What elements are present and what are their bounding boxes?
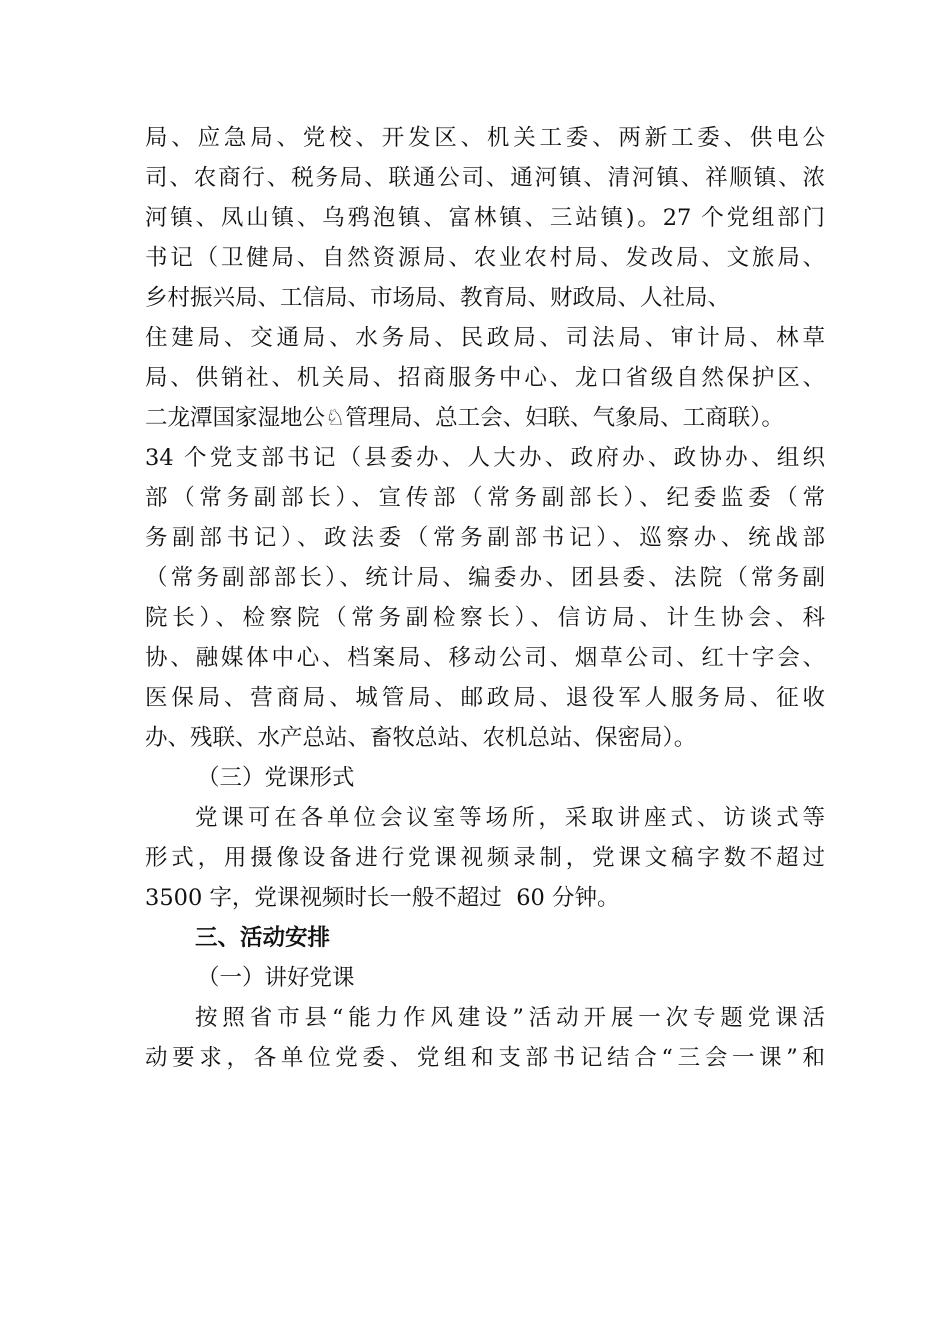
paragraph-line: 河镇、凤山镇、乌鸦泡镇、富林镇、三站镇)。27 个党组部门 <box>145 205 825 231</box>
paragraph-line: 司、农商行、税务局、联通公司、通河镇、清河镇、祥顺镇、浓 <box>145 165 825 191</box>
paragraph-line: 局、应急局、党校、开发区、机关工委、两新工委、供电公 <box>145 125 825 151</box>
section-subheading: （三）党课形式 <box>197 765 355 791</box>
paragraph-line: 院长）、检察院（常务副检察长）、信访局、计生协会、科 <box>145 605 825 631</box>
paragraph-line: 3500 字，党课视频时长一般不超过 60 分钟。 <box>145 885 620 911</box>
section-heading: 三、活动安排 <box>195 925 331 951</box>
paragraph-line: 34 个党支部书记（县委办、人大办、政府办、政协办、组织 <box>145 445 825 471</box>
paragraph-line: 书记（卫健局、自然资源局、农业农村局、发改局、文旅局、 <box>145 245 825 271</box>
section-subheading: （一）讲好党课 <box>197 965 355 991</box>
paragraph-line: 按照省市县“能力作风建设”活动开展一次专题党课活 <box>195 1005 825 1031</box>
paragraph-line: 协、融媒体中心、档案局、移动公司、烟草公司、红十字会、 <box>145 645 825 671</box>
paragraph-line: 形式，用摄像设备进行党课视频录制，党课文稿字数不超过 <box>145 845 825 871</box>
paragraph-line: 办、残联、水产总站、畜牧总站、农机总站、保密局）。 <box>145 725 697 751</box>
paragraph-line: 党课可在各单位会议室等场所，采取讲座式、访谈式等 <box>195 805 825 831</box>
paragraph-line: 医保局、营商局、城管局、邮政局、退役军人服务局、征收 <box>145 685 825 711</box>
paragraph-line: 二龙潭国家湿地公♘管理局、总工会、妇联、气象局、工商联）。 <box>145 405 784 431</box>
paragraph-line: 务副部书记）、政法委（常务副部书记）、巡察办、统战部 <box>145 525 825 551</box>
paragraph-line: 局、供销社、机关局、招商服务中心、龙口省级自然保护区、 <box>145 365 825 391</box>
paragraph-line: 乡村振兴局、工信局、市场局、教育局、财政局、人社局、 <box>145 285 731 311</box>
document-body <box>145 118 825 1078</box>
paragraph-line: （常务副部部长）、统计局、编委办、团县委、法院（常务副 <box>145 565 825 591</box>
paragraph-line: 部（常务副部长）、宣传部（常务副部长）、纪委监委（常 <box>145 485 825 511</box>
paragraph-line: 住建局、交通局、水务局、民政局、司法局、审计局、林草 <box>145 325 825 351</box>
paragraph-line: 动要求，各单位党委、党组和支部书记结合“三会一课”和 <box>145 1045 825 1071</box>
